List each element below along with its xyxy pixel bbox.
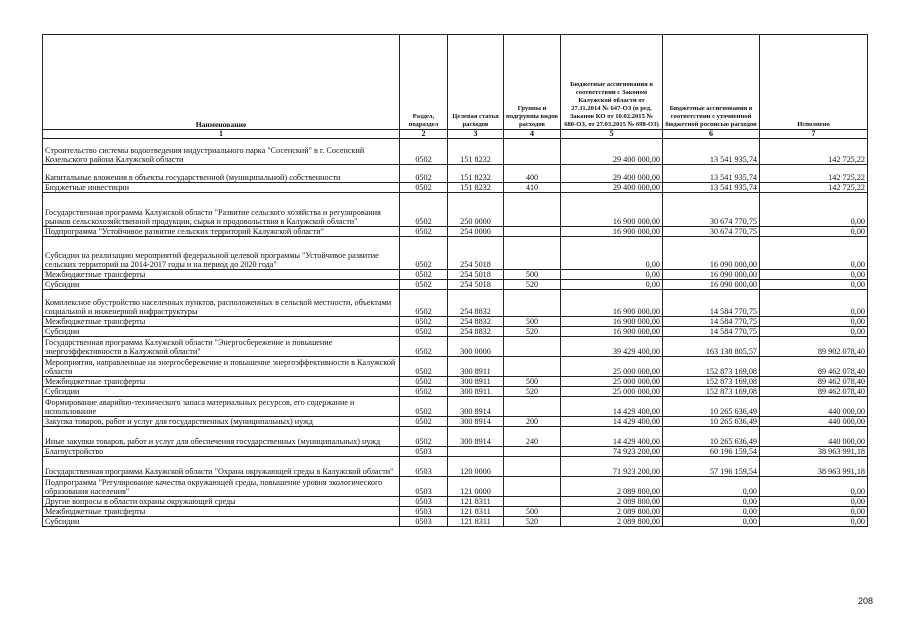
row-executed: 38 963 991,18 bbox=[760, 447, 868, 457]
table-row bbox=[43, 227, 868, 237]
row-name: Субсидии bbox=[43, 517, 400, 527]
table-row bbox=[43, 497, 868, 507]
row-executed: 440 000,00 bbox=[760, 427, 868, 447]
row-target: 121 8311 bbox=[448, 517, 504, 527]
row-assignment: 25 000 000,00 bbox=[561, 387, 663, 397]
row-name: Комплексное обустройство населенных пунктов, расположенных в сельской местности, объектами социальной и инженерной инфраструктуры bbox=[43, 290, 400, 317]
row-target: 300 0000 bbox=[448, 337, 504, 357]
row-assignment: 16 900 000,00 bbox=[561, 317, 663, 327]
table-row bbox=[43, 387, 868, 397]
row-assignment: 29 400 000,00 bbox=[561, 139, 663, 165]
col-header-groups: Группы и подгруппы видов расходов bbox=[504, 35, 561, 130]
row-refined: 14 584 770,75 bbox=[663, 317, 760, 327]
row-section: 0503 bbox=[400, 457, 448, 477]
row-refined: 14 584 770,75 bbox=[663, 290, 760, 317]
row-assignment: 71 923 200,00 bbox=[561, 457, 663, 477]
row-target: 250 0000 bbox=[448, 193, 504, 227]
row-assignment: 0,00 bbox=[561, 280, 663, 290]
row-name: Закупка товаров, работ и услуг для государственных (муниципальных) нужд bbox=[43, 417, 400, 427]
row-name: Капитальные вложения в объекты государственной (муниципальной) собственности bbox=[43, 165, 400, 183]
row-target: 121 0000 bbox=[448, 477, 504, 497]
row-group bbox=[504, 397, 561, 417]
row-assignment: 16 900 000,00 bbox=[561, 290, 663, 317]
row-refined: 163 138 805,57 bbox=[663, 337, 760, 357]
row-executed: 0,00 bbox=[760, 507, 868, 517]
table-row bbox=[43, 270, 868, 280]
row-target: 300 8911 bbox=[448, 387, 504, 397]
row-target: 121 8311 bbox=[448, 507, 504, 517]
row-target: 300 8914 bbox=[448, 397, 504, 417]
table-row bbox=[43, 317, 868, 327]
row-executed: 89 462 078,40 bbox=[760, 387, 868, 397]
table-row bbox=[43, 290, 868, 317]
row-refined: 10 265 636,49 bbox=[663, 397, 760, 417]
table-row bbox=[43, 377, 868, 387]
row-assignment: 14 429 400,00 bbox=[561, 427, 663, 447]
row-refined: 57 196 159,54 bbox=[663, 457, 760, 477]
row-executed: 0,00 bbox=[760, 270, 868, 280]
col-header-target: Целевая статья расходов bbox=[448, 35, 504, 130]
row-section: 0502 bbox=[400, 290, 448, 317]
table-row bbox=[43, 337, 868, 357]
row-section: 0502 bbox=[400, 417, 448, 427]
row-assignment: 2 089 800,00 bbox=[561, 477, 663, 497]
col-header-section: Раздел, подраздел bbox=[400, 35, 448, 130]
row-name: Благоустройство bbox=[43, 447, 400, 457]
row-section: 0502 bbox=[400, 227, 448, 237]
table-row bbox=[43, 447, 868, 457]
row-assignment: 16 900 000,00 bbox=[561, 193, 663, 227]
row-section: 0502 bbox=[400, 237, 448, 270]
row-executed: 0,00 bbox=[760, 477, 868, 497]
row-refined: 30 674 770,75 bbox=[663, 193, 760, 227]
row-group bbox=[504, 337, 561, 357]
row-executed: 440 000,00 bbox=[760, 397, 868, 417]
row-section: 0502 bbox=[400, 270, 448, 280]
table-row bbox=[43, 237, 868, 270]
row-executed: 0,00 bbox=[760, 280, 868, 290]
row-executed: 440 000,00 bbox=[760, 417, 868, 427]
row-assignment: 16 900 000,00 bbox=[561, 227, 663, 237]
row-section: 0502 bbox=[400, 397, 448, 417]
budget-table bbox=[42, 34, 868, 527]
table-row bbox=[43, 357, 868, 377]
row-executed: 0,00 bbox=[760, 193, 868, 227]
row-executed: 0,00 bbox=[760, 227, 868, 237]
row-target: 254 8832 bbox=[448, 317, 504, 327]
row-section: 0502 bbox=[400, 317, 448, 327]
row-executed: 0,00 bbox=[760, 327, 868, 337]
row-name: Государственная программа Калужской области "Развитие сельского хозяйства и регулирования рынков сельскохозяйственной продукции, сырья и продовольствия в Калужской области" bbox=[43, 193, 400, 227]
row-section: 0503 bbox=[400, 507, 448, 517]
table-row bbox=[43, 165, 868, 183]
row-refined: 0,00 bbox=[663, 477, 760, 497]
row-target: 300 8911 bbox=[448, 377, 504, 387]
col-number: 2 bbox=[400, 130, 448, 139]
row-executed: 0,00 bbox=[760, 517, 868, 527]
col-header-assignments: Бюджетные ассигнования в соответствии с Законом Калужской области от 27.11.2014 № 647-ОЗ (в ред. Законов КО от 10.02.2015 № 680-ОЗ, от 27.03.2015 № 698-ОЗ) bbox=[561, 35, 663, 130]
row-name: Межбюджетные трансферты bbox=[43, 507, 400, 517]
row-target: 254 8832 bbox=[448, 327, 504, 337]
row-target: 300 8914 bbox=[448, 417, 504, 427]
row-target: 151 8232 bbox=[448, 165, 504, 183]
row-name: Строительство системы водоотведения индустриального парка "Сосенский" в г. Сосенский Козельского района Калужской области bbox=[43, 139, 400, 165]
row-section: 0502 bbox=[400, 387, 448, 397]
col-header-refined: Бюджетные ассигнования в соответствии с уточненной бюджетной росписью расходов bbox=[663, 35, 760, 130]
row-section: 0503 bbox=[400, 497, 448, 507]
row-refined: 10 265 636,49 bbox=[663, 417, 760, 427]
row-refined: 152 873 169,08 bbox=[663, 387, 760, 397]
row-name: Межбюджетные трансферты bbox=[43, 377, 400, 387]
row-executed: 38 963 991,18 bbox=[760, 457, 868, 477]
page-number: 208 bbox=[857, 596, 873, 606]
row-group bbox=[504, 497, 561, 507]
row-section: 0503 bbox=[400, 517, 448, 527]
row-section: 0502 bbox=[400, 183, 448, 193]
row-refined: 152 873 169,08 bbox=[663, 377, 760, 387]
col-number: 5 bbox=[561, 130, 663, 139]
row-group: 520 bbox=[504, 280, 561, 290]
row-refined: 10 265 636,49 bbox=[663, 427, 760, 447]
row-name: Другие вопросы в области охраны окружающей среды bbox=[43, 497, 400, 507]
row-name: Мероприятия, направленные на энергосбережение и повышение энергоэффективности в Калужской области bbox=[43, 357, 400, 377]
row-target: 151 8232 bbox=[448, 139, 504, 165]
col-number: 3 bbox=[448, 130, 504, 139]
table-row bbox=[43, 427, 868, 447]
row-executed: 0,00 bbox=[760, 497, 868, 507]
row-executed: 142 725,22 bbox=[760, 139, 868, 165]
row-target: 300 8914 bbox=[448, 427, 504, 447]
row-group bbox=[504, 227, 561, 237]
row-group: 200 bbox=[504, 417, 561, 427]
row-target: 300 8911 bbox=[448, 357, 504, 377]
row-assignment: 2 089 800,00 bbox=[561, 497, 663, 507]
row-refined: 16 090 000,00 bbox=[663, 237, 760, 270]
row-section: 0502 bbox=[400, 193, 448, 227]
row-executed: 0,00 bbox=[760, 290, 868, 317]
row-group: 520 bbox=[504, 327, 561, 337]
row-executed: 142 725,22 bbox=[760, 165, 868, 183]
row-name: Субсидии bbox=[43, 327, 400, 337]
row-target: 254 5018 bbox=[448, 280, 504, 290]
row-assignment: 29 400 000,00 bbox=[561, 165, 663, 183]
row-section: 0502 bbox=[400, 280, 448, 290]
row-group: 500 bbox=[504, 507, 561, 517]
row-group: 500 bbox=[504, 377, 561, 387]
row-assignment: 25 000 000,00 bbox=[561, 377, 663, 387]
row-name: Межбюджетные трансферты bbox=[43, 317, 400, 327]
col-header-name: Наименование bbox=[43, 35, 400, 130]
row-target: 254 5018 bbox=[448, 270, 504, 280]
row-group bbox=[504, 290, 561, 317]
table-row bbox=[43, 517, 868, 527]
row-assignment: 39 429 400,00 bbox=[561, 337, 663, 357]
row-name: Межбюджетные трансферты bbox=[43, 270, 400, 280]
row-executed: 0,00 bbox=[760, 317, 868, 327]
row-refined: 152 873 169,08 bbox=[663, 357, 760, 377]
row-refined: 0,00 bbox=[663, 507, 760, 517]
row-group bbox=[504, 447, 561, 457]
table-row bbox=[43, 327, 868, 337]
row-assignment: 16 900 000,00 bbox=[561, 327, 663, 337]
row-refined: 13 541 935,74 bbox=[663, 183, 760, 193]
row-section: 0503 bbox=[400, 477, 448, 497]
row-name: Иные закупки товаров, работ и услуг для обеспечения государственных (муниципальных) нужд bbox=[43, 427, 400, 447]
row-target: 151 8232 bbox=[448, 183, 504, 193]
row-assignment: 2 089 800,00 bbox=[561, 517, 663, 527]
row-section: 0502 bbox=[400, 427, 448, 447]
row-section: 0502 bbox=[400, 357, 448, 377]
row-executed: 89 462 078,40 bbox=[760, 377, 868, 387]
row-group: 500 bbox=[504, 317, 561, 327]
row-refined: 13 541 935,74 bbox=[663, 139, 760, 165]
row-section: 0502 bbox=[400, 337, 448, 357]
table-row bbox=[43, 193, 868, 227]
row-refined: 14 584 770,75 bbox=[663, 327, 760, 337]
row-target bbox=[448, 447, 504, 457]
row-section: 0502 bbox=[400, 139, 448, 165]
row-target: 254 5018 bbox=[448, 237, 504, 270]
row-assignment: 0,00 bbox=[561, 237, 663, 270]
row-target: 254 8832 bbox=[448, 290, 504, 317]
row-executed: 89 462 078,40 bbox=[760, 357, 868, 377]
row-name: Субсидии bbox=[43, 280, 400, 290]
table-row bbox=[43, 417, 868, 427]
table-row bbox=[43, 280, 868, 290]
row-refined: 30 674 770,75 bbox=[663, 227, 760, 237]
table-row bbox=[43, 139, 868, 165]
row-section: 0503 bbox=[400, 447, 448, 457]
row-name: Бюджетные инвестиции bbox=[43, 183, 400, 193]
table-row bbox=[43, 477, 868, 497]
row-name: Подпрограмма "Регулирование качества окружающей среды, повышение уровня экологического образования населения" bbox=[43, 477, 400, 497]
row-assignment: 14 429 400,00 bbox=[561, 417, 663, 427]
row-group bbox=[504, 139, 561, 165]
row-group: 500 bbox=[504, 270, 561, 280]
row-assignment: 29 400 000,00 bbox=[561, 183, 663, 193]
row-target: 121 8311 bbox=[448, 497, 504, 507]
row-group: 520 bbox=[504, 517, 561, 527]
col-number: 4 bbox=[504, 130, 561, 139]
table-row bbox=[43, 397, 868, 417]
row-name: Субсидии bbox=[43, 387, 400, 397]
row-refined: 60 196 159,54 bbox=[663, 447, 760, 457]
row-group bbox=[504, 237, 561, 270]
row-section: 0502 bbox=[400, 165, 448, 183]
table-row bbox=[43, 507, 868, 517]
row-group: 240 bbox=[504, 427, 561, 447]
table-row bbox=[43, 457, 868, 477]
row-assignment: 25 000 000,00 bbox=[561, 357, 663, 377]
row-refined: 16 090 000,00 bbox=[663, 280, 760, 290]
row-section: 0502 bbox=[400, 377, 448, 387]
row-group bbox=[504, 357, 561, 377]
row-section: 0502 bbox=[400, 327, 448, 337]
row-name: Государственная программа Калужской области "Энергосбережение и повышение энергоэффективности в Калужской области" bbox=[43, 337, 400, 357]
row-target: 254 0000 bbox=[448, 227, 504, 237]
row-refined: 13 541 935,74 bbox=[663, 165, 760, 183]
row-executed: 0,00 bbox=[760, 237, 868, 270]
row-refined: 0,00 bbox=[663, 517, 760, 527]
row-executed: 89 902 078,40 bbox=[760, 337, 868, 357]
column-number-row bbox=[43, 130, 868, 139]
row-group: 400 bbox=[504, 165, 561, 183]
row-assignment: 74 923 200,00 bbox=[561, 447, 663, 457]
row-name: Формирование аварийно-технического запаса материальных ресурсов, его содержание и использование bbox=[43, 397, 400, 417]
row-group: 520 bbox=[504, 387, 561, 397]
row-name: Субсидии на реализацию мероприятий федеральной целевой программы "Устойчивое развитие сельских территорий на 2014-2017 годы и на период до 2020 года" bbox=[43, 237, 400, 270]
row-name: Государственная программа Калужской области "Охрана окружающей среды в Калужской области" bbox=[43, 457, 400, 477]
row-group: 410 bbox=[504, 183, 561, 193]
row-name: Подпрограмма "Устойчивое развитие сельских территорий Калужской области" bbox=[43, 227, 400, 237]
row-refined: 0,00 bbox=[663, 497, 760, 507]
row-group bbox=[504, 477, 561, 497]
table-body bbox=[43, 139, 868, 527]
row-executed: 142 725,22 bbox=[760, 183, 868, 193]
table-header-row bbox=[43, 35, 868, 130]
col-header-executed: Исполнено bbox=[760, 35, 868, 130]
col-number: 7 bbox=[760, 130, 868, 139]
row-group bbox=[504, 457, 561, 477]
table-row bbox=[43, 183, 868, 193]
row-assignment: 2 089 800,00 bbox=[561, 507, 663, 517]
col-number: 1 bbox=[43, 130, 400, 139]
row-assignment: 0,00 bbox=[561, 270, 663, 280]
row-refined: 16 090 000,00 bbox=[663, 270, 760, 280]
row-assignment: 14 429 400,00 bbox=[561, 397, 663, 417]
row-target: 120 0000 bbox=[448, 457, 504, 477]
col-number: 6 bbox=[663, 130, 760, 139]
row-group bbox=[504, 193, 561, 227]
